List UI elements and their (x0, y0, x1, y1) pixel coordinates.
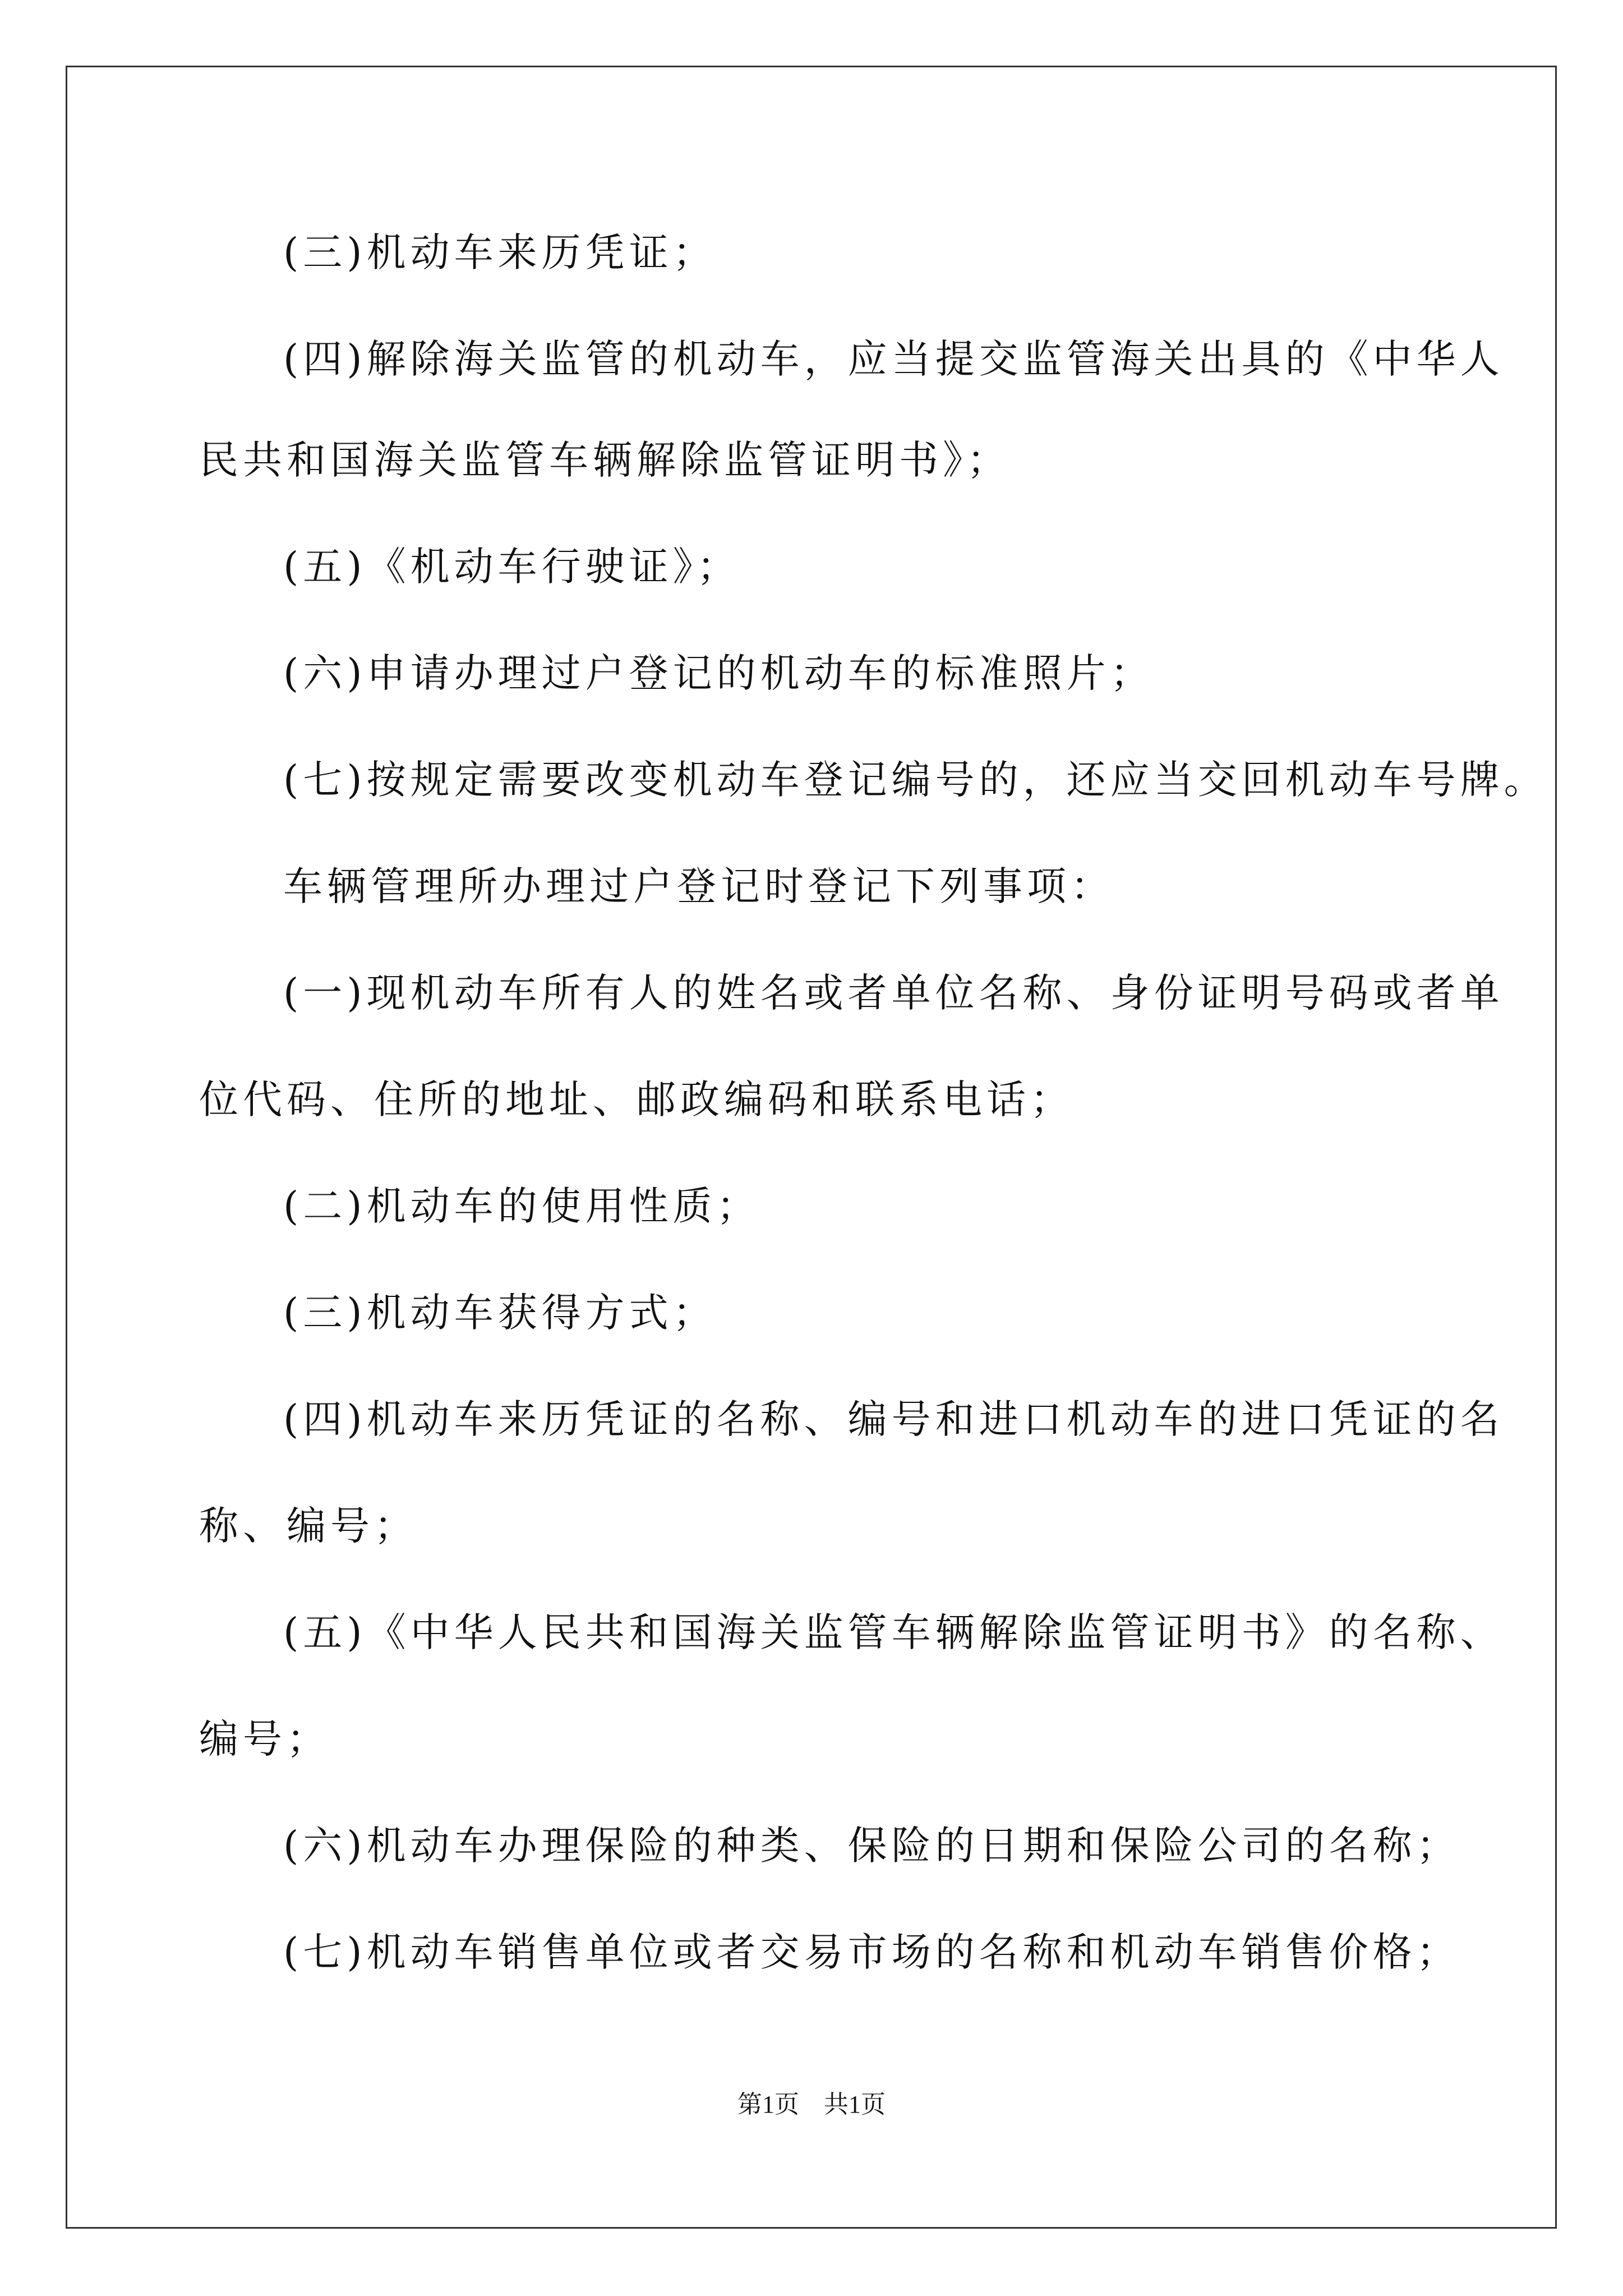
paragraph-line: (五)《中华人民共和国海关监管车辆解除监管证明书》的名称、 (283, 1609, 1504, 1655)
paragraph-line: (四)机动车来历凭证的名称、编号和进口机动车的进口凭证的名 (283, 1396, 1504, 1442)
paragraph-line: 编号； (199, 1716, 330, 1762)
page-footer: 第1页 共1页 (737, 2091, 886, 2118)
paragraph-line: (三)机动车获得方式； (283, 1290, 717, 1336)
paragraph-line: (四)解除海关监管的机动车，应当提交监管海关出具的《中华人 (283, 336, 1504, 382)
paragraph-line: (七)按规定需要改变机动车登记编号的，还应当交回机动车号牌。 (283, 757, 1548, 803)
paragraph-line: (六)申请办理过户登记的机动车的标准照片； (283, 650, 1154, 696)
paragraph-line: 称、编号； (199, 1503, 418, 1549)
page-border (66, 66, 1557, 2229)
paragraph-line: (三)机动车来历凭证； (283, 229, 717, 275)
paragraph-line: (一)现机动车所有人的姓名或者单位名称、身份证明号码或者单 (283, 970, 1504, 1016)
paragraph-line: (七)机动车销售单位或者交易市场的名称和机动车销售价格； (283, 1929, 1460, 1975)
paragraph-line: 车辆管理所办理过户登记时登记下列事项： (283, 863, 1114, 909)
paragraph-line: (二)机动车的使用性质； (283, 1183, 760, 1229)
paragraph-line: (六)机动车办理保险的种类、保险的日期和保险公司的名称； (283, 1823, 1460, 1869)
paragraph-line: 位代码、住所的地址、邮政编码和联系电话； (199, 1076, 1074, 1122)
paragraph-line: 民共和国海关监管车辆解除监管证明书》； (199, 437, 1011, 483)
paragraph-line: (五)《机动车行驶证》； (283, 544, 741, 590)
